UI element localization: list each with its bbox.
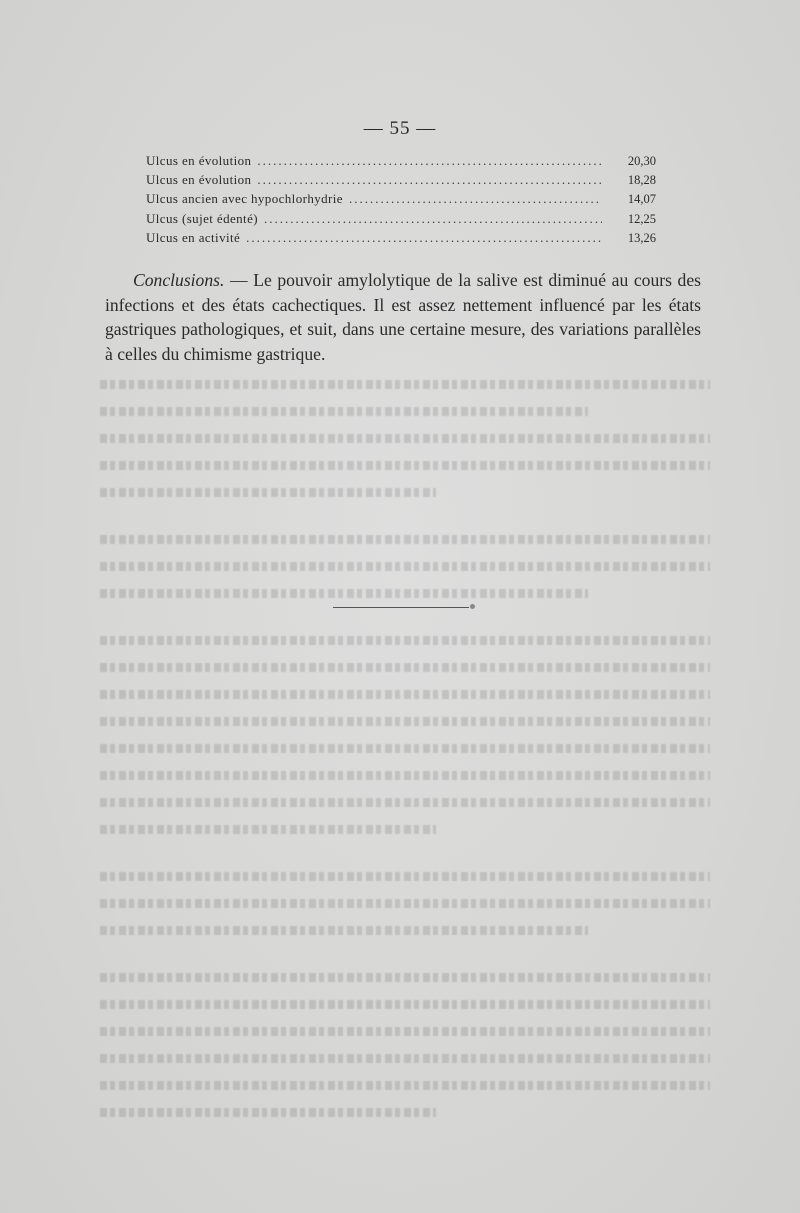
- dot-leader: [257, 172, 602, 188]
- table-row: [146, 191, 656, 210]
- row-value: 18,28: [627, 173, 656, 188]
- row-label: Ulcus ancien avec hypochlorhydrie: [146, 191, 343, 207]
- conclusions-text: — Le pouvoir amylolytique de la salive est diminué au cours des infections et des états cachectiques. Il est assez nettement influencé par les états gastriques pathologiques, et suit, dans une certaine mesure, des variations parallèles à celles du chimisme gastrique.: [105, 270, 701, 364]
- row-value: 12,25: [627, 211, 656, 226]
- row-label: Ulcus (sujet édenté): [146, 210, 258, 226]
- dot-leader: [246, 230, 602, 246]
- table-row: [146, 230, 656, 249]
- row-label: Ulcus en évolution: [146, 172, 252, 188]
- dot-leader: [264, 211, 602, 227]
- conclusions-heading: Conclusions.: [133, 270, 225, 290]
- section-divider: [333, 607, 469, 608]
- row-value: 14,07: [627, 192, 656, 207]
- row-label: Ulcus en évolution: [146, 153, 252, 168]
- dot-leader: [349, 191, 602, 207]
- dot-leader: [257, 153, 602, 169]
- show-through-text: [100, 380, 710, 1120]
- results-table: [146, 153, 656, 249]
- row-label: Ulcus en activité: [146, 229, 241, 245]
- table-row: [146, 172, 656, 191]
- page-number: — 55 —: [363, 118, 437, 139]
- table-row: [146, 211, 656, 230]
- ink-speck: [470, 604, 475, 609]
- table-row: [146, 153, 656, 172]
- row-value: 20,30: [627, 154, 656, 168]
- row-value: 13,26: [627, 230, 656, 245]
- conclusions-paragraph: [105, 268, 701, 366]
